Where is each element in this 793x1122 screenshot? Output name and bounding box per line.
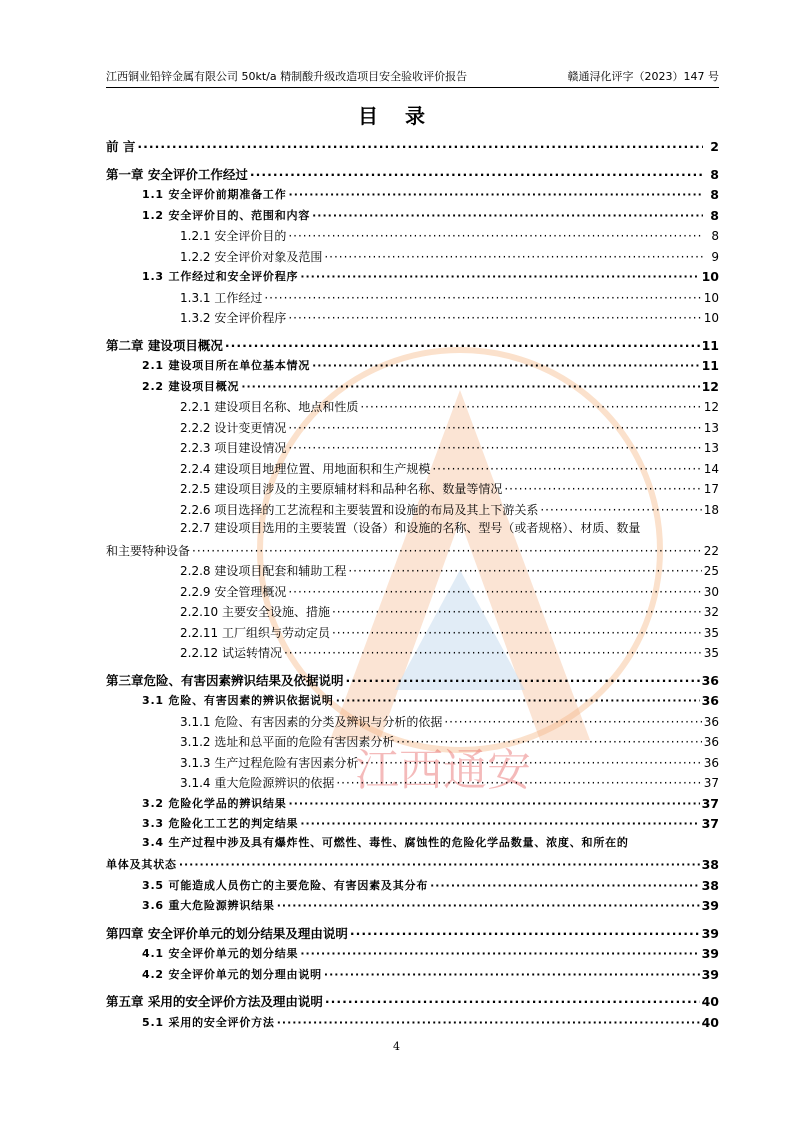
toc-entry[interactable] — [106, 224, 719, 244]
header-report-number: 赣通浔化评字（2023）147 号 — [567, 70, 719, 83]
toc-entry-label: 4.2 安全评价单元的划分理由说明 — [142, 967, 322, 981]
toc-entry-label: 3.2 危险化学品的辨识结果 — [142, 796, 287, 810]
toc-leader-dots — [432, 461, 701, 477]
toc-entry[interactable] — [106, 354, 719, 374]
toc-leader-dots — [444, 714, 701, 730]
toc-entry-page: 8 — [710, 187, 719, 202]
toc-entry-page: 39 — [701, 966, 719, 982]
toc-entry-label: 2.2.8 建设项目配套和辅助工程 — [180, 564, 347, 578]
toc-entry-label: 1.3 工作经过和安全评价程序 — [142, 270, 299, 283]
toc-entry[interactable] — [106, 792, 719, 812]
toc-leader-dots — [289, 187, 703, 203]
toc-entry[interactable] — [106, 942, 719, 962]
toc-entry-page: 18 — [703, 502, 719, 517]
toc-entry-page: 8 — [710, 166, 719, 182]
toc-leader-dots — [300, 816, 699, 832]
toc-entry-page: 8 — [710, 207, 719, 223]
toc-entry[interactable] — [106, 183, 719, 203]
toc-entry-page: 9 — [711, 249, 719, 264]
toc-entry[interactable] — [106, 265, 719, 285]
toc-entry[interactable] — [106, 334, 719, 354]
toc-entry-label: 1.2 安全评价目的、范围和内容 — [142, 208, 311, 222]
toc-entry-label: 第二章 建设项目概况 — [106, 337, 223, 353]
toc-entry-page: 35 — [703, 646, 719, 660]
toc-entry-label: 2.2.1 建设项目名称、地点和性质 — [180, 400, 359, 414]
toc-entry-label: 前 言 — [106, 139, 136, 154]
toc-leader-dots — [346, 673, 700, 689]
toc-entry[interactable] — [106, 395, 719, 415]
toc-entry-label: 3.1.4 重大危险源辨识的依据 — [180, 776, 335, 790]
toc-leader-dots — [264, 290, 701, 306]
toc-entry[interactable] — [106, 669, 719, 689]
toc-entry[interactable] — [106, 457, 719, 477]
toc-entry[interactable] — [106, 751, 719, 771]
toc-entry-label: 3.1.2 选址和总平面的危险有害因素分析 — [180, 735, 395, 749]
toc-leader-dots — [312, 358, 699, 374]
toc-entry-label: 和主要特种设备 — [106, 543, 191, 558]
toc-entry-label: 单体及其状态 — [106, 858, 177, 871]
toc-entry-page: 37 — [701, 795, 719, 811]
toc-entry-wrapped-line: 3.4 生产过程中涉及具有爆炸性、可燃性、毒性、腐蚀性的危险化学品数量、浓度、和所在的 — [142, 835, 629, 849]
toc-entry-page: 36 — [701, 672, 719, 688]
toc-entry[interactable] — [106, 730, 719, 750]
toc-entry-page: 14 — [703, 461, 719, 476]
toc-entry-page: 36 — [703, 735, 719, 749]
toc-leader-dots — [336, 775, 701, 791]
toc-entry-label: 2.2.3 项目建设情况 — [180, 441, 287, 455]
header-report-title: 江西铜业铅锌金属有限公司 50kt/a 精制酸升级改造项目安全验收评价报告 — [106, 70, 468, 83]
toc-leader-dots — [179, 857, 700, 873]
toc-leader-dots — [504, 481, 701, 497]
page-number: 4 — [393, 1040, 400, 1053]
toc-leader-dots — [300, 269, 699, 285]
toc-entry-page: 39 — [701, 898, 719, 913]
toc-entry[interactable] — [106, 621, 719, 641]
toc-entry-label: 3.6 重大危险源辨识结果 — [142, 899, 275, 912]
toc-entry-label: 第一章 安全评价工作经过 — [106, 166, 248, 182]
toc-leader-dots — [360, 399, 701, 415]
toc-leader-dots — [324, 249, 703, 265]
toc-entry[interactable] — [106, 812, 719, 832]
toc-entry-label: 2.2.10 主要安全设施、措施 — [180, 605, 330, 619]
toc-entry-label: 2.2 建设项目概况 — [142, 379, 240, 393]
toc-entry[interactable] — [106, 498, 719, 518]
toc-entry-label: 2.2.6 项目选择的工艺流程和主要装置和设施的布局及其上下游关系 — [180, 502, 539, 517]
toc-leader-dots — [277, 898, 700, 914]
toc-entry[interactable] — [106, 286, 719, 306]
toc-entry-label: 第五章 采用的安全评价方法及理由说明 — [106, 994, 323, 1009]
toc-entry-label: 1.2.2 安全评价对象及范围 — [180, 249, 323, 264]
toc-entry-page: 36 — [701, 693, 719, 708]
toc-entry-page: 37 — [701, 816, 719, 831]
toc-leader-dots — [348, 563, 701, 579]
toc-entry[interactable] — [106, 963, 719, 983]
toc-entry[interactable] — [106, 539, 719, 559]
toc-leader-dots — [284, 645, 702, 661]
toc-entry-label: 第四章 安全评价单元的划分结果及理由说明 — [106, 925, 348, 941]
toc-leader-dots — [332, 604, 702, 620]
toc-leader-dots — [312, 208, 703, 224]
toc-entry-page: 39 — [701, 925, 719, 941]
toc-entry[interactable] — [106, 163, 719, 183]
toc-entry-page: 12 — [703, 400, 719, 414]
toc-entry-page: 40 — [701, 994, 719, 1009]
page-title: 目 录 — [358, 104, 435, 128]
toc-entry[interactable] — [106, 853, 719, 873]
toc-entry[interactable] — [106, 375, 719, 395]
toc-leader-dots — [324, 967, 700, 983]
toc-leader-dots — [241, 379, 699, 395]
toc-entry-page: 38 — [701, 877, 719, 893]
toc-leader-dots — [396, 734, 701, 750]
toc-entry-label: 3.1 危险、有害因素的辨识依据说明 — [142, 694, 334, 707]
toc-entry[interactable] — [106, 135, 719, 155]
toc-entry[interactable] — [106, 245, 719, 265]
toc-entry-label: 1.1 安全评价前期准备工作 — [142, 188, 287, 201]
toc-entry-label: 5.1 采用的安全评价方法 — [142, 1015, 275, 1029]
toc-leader-dots — [325, 994, 700, 1010]
toc-entry-label: 1.2.1 安全评价目的 — [180, 229, 287, 243]
toc-entry-label: 2.1 建设项目所在单位基本情况 — [142, 359, 311, 372]
toc-entry-page: 30 — [703, 584, 719, 599]
toc-leader-dots — [288, 228, 703, 244]
toc-entry[interactable] — [106, 1011, 719, 1031]
toc-entry-page: 36 — [703, 714, 719, 729]
toc-leader-dots — [137, 139, 703, 155]
toc-entry-page: 13 — [703, 441, 719, 455]
toc-entry-label: 2.2.11 工厂组织与劳动定员 — [180, 625, 330, 640]
toc-entry-page: 8 — [711, 229, 719, 243]
toc-entry[interactable] — [106, 477, 719, 497]
toc-leader-dots — [350, 926, 700, 942]
toc-leader-dots — [288, 310, 701, 326]
toc-entry-page: 11 — [701, 337, 719, 353]
toc-entry-page: 40 — [701, 1014, 719, 1030]
toc-entry-label: 2.2.2 设计变更情况 — [180, 420, 287, 435]
toc-entry-label: 1.3.2 安全评价程序 — [180, 311, 287, 325]
toc-entry-page: 2 — [710, 139, 719, 154]
toc-leader-dots — [540, 502, 701, 518]
toc-entry-label: 2.2.9 安全管理概况 — [180, 584, 287, 599]
toc-entry[interactable] — [106, 641, 719, 661]
toc-entry[interactable] — [106, 922, 719, 942]
watermark-text: 江西通安 — [355, 745, 531, 796]
toc-leader-dots — [289, 796, 700, 812]
toc-entry-label: 3.5 可能造成人员伤亡的主要危险、有害因素及其分布 — [142, 878, 429, 892]
toc-entry-page: 22 — [703, 543, 719, 558]
toc-entry-label: 3.1.3 生产过程危险有害因素分析 — [180, 755, 359, 770]
toc-entry[interactable] — [106, 874, 719, 894]
toc-leader-dots — [336, 693, 700, 709]
toc-entry[interactable] — [106, 306, 719, 326]
toc-entry-page: 25 — [703, 564, 719, 578]
toc-entry-label: 3.1.1 危险、有害因素的分类及辨识与分析的依据 — [180, 714, 443, 729]
toc-entry[interactable] — [106, 710, 719, 730]
toc-entry-label: 4.1 安全评价单元的划分结果 — [142, 947, 299, 960]
toc-leader-dots — [277, 1015, 700, 1031]
toc-entry-label: 2.2.5 建设项目涉及的主要原辅材料和品种名称、数量等情况 — [180, 482, 503, 496]
toc-entry-page: 10 — [701, 269, 719, 284]
toc-entry-page: 36 — [703, 755, 719, 770]
page-header — [106, 69, 719, 88]
toc-entry[interactable] — [106, 689, 719, 709]
toc-entry-page: 10 — [703, 311, 719, 325]
toc-leader-dots — [430, 878, 699, 894]
toc-entry-page: 35 — [703, 625, 719, 640]
toc-leader-dots — [332, 625, 702, 641]
toc-leader-dots — [192, 543, 702, 559]
toc-entry-page: 10 — [703, 290, 719, 305]
toc-leader-dots — [288, 584, 701, 600]
toc-entry-label: 第三章危险、有害因素辨识结果及依据说明 — [106, 672, 344, 688]
toc-entry[interactable] — [106, 436, 719, 456]
toc-entry-page: 13 — [703, 420, 719, 435]
toc-entry-page: 38 — [701, 857, 719, 872]
toc-entry[interactable] — [106, 771, 719, 791]
toc-entry-label: 3.3 危险化工工艺的判定结果 — [142, 817, 299, 830]
toc-entry[interactable] — [106, 990, 719, 1010]
toc-entry[interactable] — [106, 204, 719, 224]
toc-entry[interactable] — [106, 894, 719, 914]
toc-entry-label: 1.3.1 工作经过 — [180, 290, 263, 305]
toc-entry-page: 12 — [701, 378, 719, 394]
toc-leader-dots — [225, 338, 700, 354]
toc-entry[interactable] — [106, 416, 719, 436]
toc-entry-page: 32 — [703, 605, 719, 619]
toc-entry-wrapped-line: 2.2.7 建设项目选用的主要装置（设备）和设施的名称、型号（或者规格）、材质、数量 — [180, 521, 641, 535]
toc-entry[interactable] — [106, 559, 719, 579]
toc-entry-page: 39 — [701, 946, 719, 961]
toc-entry-page: 11 — [701, 358, 719, 373]
toc-entry-page: 37 — [703, 776, 719, 790]
toc-leader-dots — [300, 946, 699, 962]
toc-leader-dots — [250, 167, 703, 183]
toc-entry[interactable] — [106, 600, 719, 620]
toc-leader-dots — [288, 420, 701, 436]
toc-leader-dots — [360, 755, 701, 771]
toc-entry-label: 2.2.12 试运转情况 — [180, 646, 282, 660]
toc-entry[interactable] — [106, 580, 719, 600]
toc-entry-label: 2.2.4 建设项目地理位置、用地面积和生产规模 — [180, 461, 431, 476]
toc-leader-dots — [288, 440, 701, 456]
toc-entry-page: 17 — [703, 482, 719, 496]
